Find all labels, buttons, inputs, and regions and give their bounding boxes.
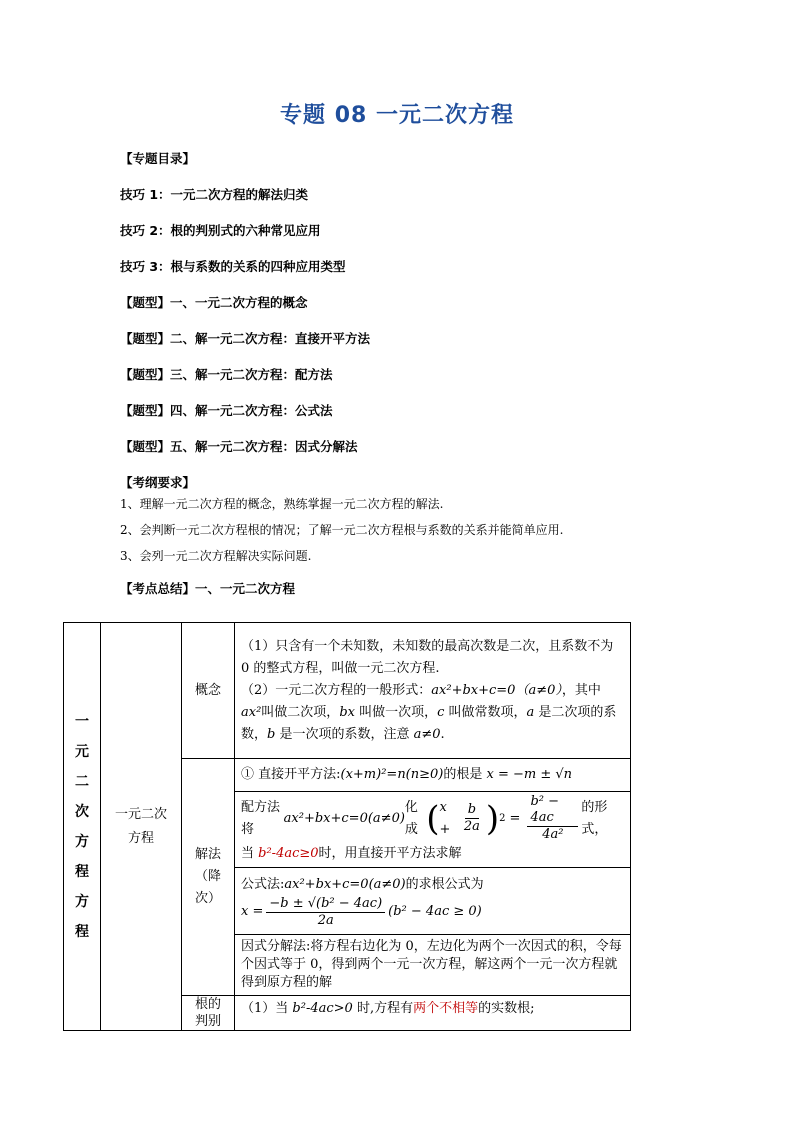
disc-label-line: 根的 (194, 997, 221, 1012)
fraction (527, 794, 578, 843)
x-plus: x + (439, 799, 451, 837)
discriminant-label (182, 996, 235, 1031)
requirement-item: 2、会判断一元二次方程根的情况；了解一元二次方程根与系数的关系并能简单应用. (120, 523, 564, 537)
equation: ax²+bx+c=0(a≠0) (284, 876, 406, 892)
method-label-line: 解法 (194, 847, 221, 862)
text: 是二次项的系数， (241, 704, 617, 742)
toc-item: 技巧 2：根的判别式的六种常见应用 (120, 223, 321, 238)
method-label-line: 次） (194, 891, 221, 906)
coef-b: b (267, 726, 276, 742)
text: 的求根公式为 (405, 876, 484, 892)
discriminant-cell (235, 996, 631, 1031)
col2-text: 一元二次方程 (114, 806, 167, 846)
vertical-title (64, 707, 100, 947)
text: 公式法: (241, 876, 285, 892)
toc-item: 【题型】五、解一元二次方程：因式分解法 (120, 439, 358, 454)
method-label-line: （降 (194, 869, 221, 884)
concept-cell (235, 623, 631, 759)
toc-item: 【题型】三、解一元二次方程：配方法 (120, 367, 333, 382)
vertical-char: 元 (75, 743, 89, 760)
text: （1）当 (241, 1001, 293, 1016)
text: 配方法将 (241, 799, 281, 837)
table-col1-label (64, 623, 101, 1031)
toc-item: 【题型】二、解一元二次方程：直接开平方法 (120, 331, 371, 346)
text: 叫做二次项， (261, 704, 340, 720)
text: 时，用直接开平方法求解 (318, 846, 462, 861)
text: 叫做常数项， (444, 704, 527, 720)
right-paren: ) (485, 798, 500, 839)
vertical-char: 一 (75, 713, 89, 730)
x-equals: x = (241, 904, 264, 919)
denominator: 2a (463, 819, 480, 834)
vertical-char: 二 (75, 773, 89, 790)
concept-label: 概念 (182, 623, 235, 759)
quadratic-formula (241, 896, 624, 929)
vertical-char: 程 (75, 863, 89, 880)
concept-2 (241, 680, 624, 746)
fraction (461, 802, 483, 835)
table-col2-label (101, 623, 182, 1031)
requirement-item: 1、理解一元二次方程的概念，熟练掌握一元二次方程的解法. (120, 497, 444, 511)
left-paren: ( (426, 798, 440, 839)
numerator: −b ± √(b² − 4ac) (266, 896, 385, 913)
method-formula (235, 868, 631, 935)
summary-header: 【考点总结】一、一元二次方程 (120, 581, 296, 596)
text: . (440, 726, 445, 742)
quadratic-term: ax² (241, 704, 262, 720)
completing-square-condition (241, 843, 624, 865)
text: 是一次项的系数，注意 (275, 726, 414, 742)
text: ，其中 (561, 682, 601, 698)
text: 化成 (404, 799, 418, 837)
toc-item: 技巧 3：根与系数的关系的四种应用类型 (120, 259, 346, 274)
text: ① 直接开平方法: (241, 767, 341, 782)
denominator: 4a² (542, 827, 564, 842)
condition: b²-4ac≥0 (258, 846, 319, 861)
page-title: 专题 08 一元二次方程 (280, 103, 514, 128)
vertical-char: 方 (75, 833, 89, 850)
numerator: b (465, 802, 479, 819)
text: 时,方程有 (352, 1001, 414, 1016)
text: 当 (241, 846, 259, 861)
square-exponent: 2 (499, 812, 506, 824)
condition: b²-4ac>0 (292, 1001, 353, 1016)
equals: = (509, 810, 521, 826)
toc-item: 【题型】一、一元二次方程的概念 (120, 295, 308, 310)
toc-item: 【题型】四、解一元二次方程：公式法 (120, 403, 333, 418)
method-label (182, 759, 235, 996)
summary-table (63, 622, 631, 1031)
vertical-char: 次 (75, 803, 89, 820)
disc-label-line: 判别 (194, 1014, 221, 1029)
toc-header: 【专题目录】 (120, 151, 196, 166)
method-direct-sqrt (235, 759, 631, 792)
method-completing-square (235, 792, 631, 868)
equation: (x+m)²=n(n≥0) (340, 767, 444, 782)
text: 叫做一次项， (354, 704, 438, 720)
highlight: 两个不相等 (413, 1001, 479, 1016)
text: 的根是 (443, 767, 487, 782)
vertical-char: 方 (75, 893, 89, 910)
method-factoring: 因式分解法:将方程右边化为 0，左边化为两个一次因式的积，令每个因式等于 0，得到两个一元一次方程，解这两个一元一次方程就得到原方程的解 (235, 935, 631, 996)
a-not-zero: a≠0 (413, 726, 441, 742)
root-formula: x = −m ± √n (486, 767, 573, 782)
fraction (266, 896, 385, 929)
coef-a: a (526, 704, 535, 720)
denominator: 2a (317, 912, 334, 928)
concept-1: （1）只含有一个未知数，未知数的最高次数是二次，且系数不为 0 的整式方程，叫做一元二次方程. (241, 638, 614, 676)
text: （2）一元二次方程的一般形式： (241, 682, 432, 698)
text: 的形式， (581, 799, 608, 837)
linear-term: bx (339, 704, 355, 720)
requirements-header: 【考纲要求】 (120, 475, 196, 490)
numerator: b² − 4ac (527, 794, 578, 827)
formula-intro (241, 874, 624, 896)
requirement-item: 3、会列一元二次方程解决实际问题. (120, 549, 312, 563)
constant-term: c (437, 704, 445, 720)
completing-square-formula (241, 794, 624, 843)
condition: (b² − 4ac ≥ 0) (388, 904, 482, 919)
toc-item: 技巧 1：一元二次方程的解法归类 (120, 187, 309, 202)
equation: ax²+bx+c=0(a≠0) (283, 810, 405, 826)
vertical-char: 程 (75, 923, 89, 940)
general-form-equation: ax²+bx+c=0（a≠0） (431, 682, 562, 698)
text: 的实数根; (478, 1001, 535, 1016)
